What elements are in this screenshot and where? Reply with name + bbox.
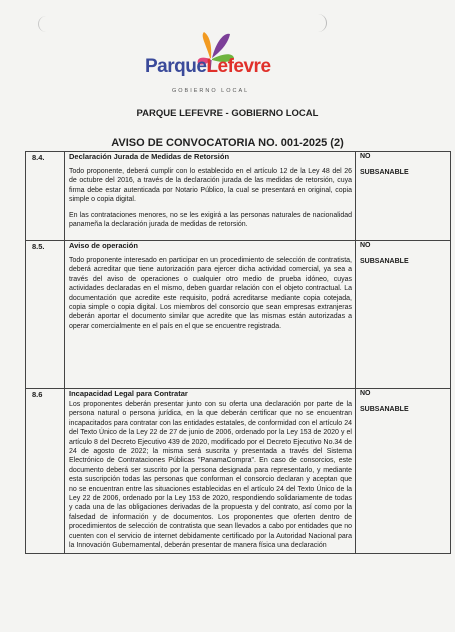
table-row (26, 152, 451, 241)
row-heading: Incapacidad Legal para Contratar (69, 389, 188, 398)
row-number: 8.5. (26, 241, 65, 389)
row-content (65, 241, 356, 389)
document-title: AVISO DE CONVOCATORIA NO. 001-2025 (2) (111, 137, 344, 149)
row-paragraph: Los proponentes deberán presentar junto con su oferta una declaración por parte de la persona natural o persona jurídica, en la que deberán certificar que no se encuentran incapacitados para contratar con las entidades estatales, de conformidad con el artículo 24 del Texto Único de la Ley 22 de 27 de junio de 2006, ordenado por la Ley 153 de 2020 y el artículo 8 del Decreto Ejecutivo 439 de 2020, modificado por el Decreto Ejecutivo No.34 de 24 de agosto de 2022; la misma será suscrita y presentada a través del Sistema Electrónico de Contrataciones Públicas "PanamaCompra". En caso de consorcios, este documento deberá ser suscrito por la persona designada para representarlo, y mediante esta suscripción todas las personas que conforman el consorcio declaran y aceptan que no se encuentran entre las situaciones establecidas en el artículo 24 del Texto Único de la Ley 22 de 2006, ordenado por la Ley 153 de 2020, respondiendo solidariamente de todas y cada una de las obligaciones derivadas de la propuesta y del contrato, así como por la falsedad de información y de documentos. Los proponentes que oferten dentro de procedimientos de selección de contratista que sean llevados a cabo por entidades que no cuenten con el servicio de internet debidamente certificado por la Autoridad Nacional para la Innovación Gubernamental, deberán presentar de manera física una declaración (69, 401, 352, 550)
logo-wordmark: ParqueLefevre (145, 56, 271, 77)
requirements-table (25, 151, 451, 554)
row-heading: Aviso de operación (69, 241, 138, 250)
row-content (65, 152, 356, 241)
row-status (356, 152, 451, 241)
row-paragraph: Todo proponente, deberá cumplir con lo establecido en el artículo 12 de la Ley 48 del 26 de octubre del 2016, a través de la declaración jurada de las medidas de retorsión, cuya firma debe estar autenticada por Notario Público, la cual se presentará en original, copia simple o copia digital. (69, 168, 352, 204)
logo-subtitle: GOBIERNO LOCAL (172, 88, 250, 94)
row-paragraph: En las contrataciones menores, no se les exigirá a las personas naturales de nacionalidad panameña la declaración jurada de medidas de retorsión. (69, 211, 352, 229)
status-line: SUBSANABLE (360, 406, 409, 413)
status-line: NO (360, 153, 371, 160)
row-number: 8.6 (26, 389, 65, 554)
status-line: NO (360, 242, 371, 249)
row-status (356, 241, 451, 389)
row-number: 8.4. (26, 152, 65, 241)
row-heading: Declaración Jurada de Medidas de Retorsión (69, 152, 230, 161)
row-content (65, 389, 356, 554)
row-paragraph: Todo proponente interesado en participar en un procedimiento de selección de contratista, deberá acreditar que tiene autorización para ejercer dicha actividad comercial, ya sea a través del aviso de operaciones o cualquier otro medio de prueba idóneo, cuyas actividades declaradas en el mismo, deben guardar relación con el objeto contractual. La documentación que acredite este requisito, podrá acreditarse mediante copia cotejada, copia simple o copia digital. Los miembros del consorcio que sean empresas extranjeras deberán aportar el documento similar que acredite que las mismas están autorizadas a operar comercialmente en el país en el que se encuentre registrada. (69, 257, 352, 330)
table-row (26, 241, 451, 389)
row-status (356, 389, 451, 554)
organization-title: PARQUE LEFEVRE - GOBIERNO LOCAL (136, 108, 319, 119)
status-line: SUBSANABLE (360, 258, 409, 265)
status-line: NO (360, 390, 371, 397)
table-row (26, 389, 451, 554)
scan-artifact (38, 16, 49, 32)
status-line: SUBSANABLE (360, 169, 409, 176)
